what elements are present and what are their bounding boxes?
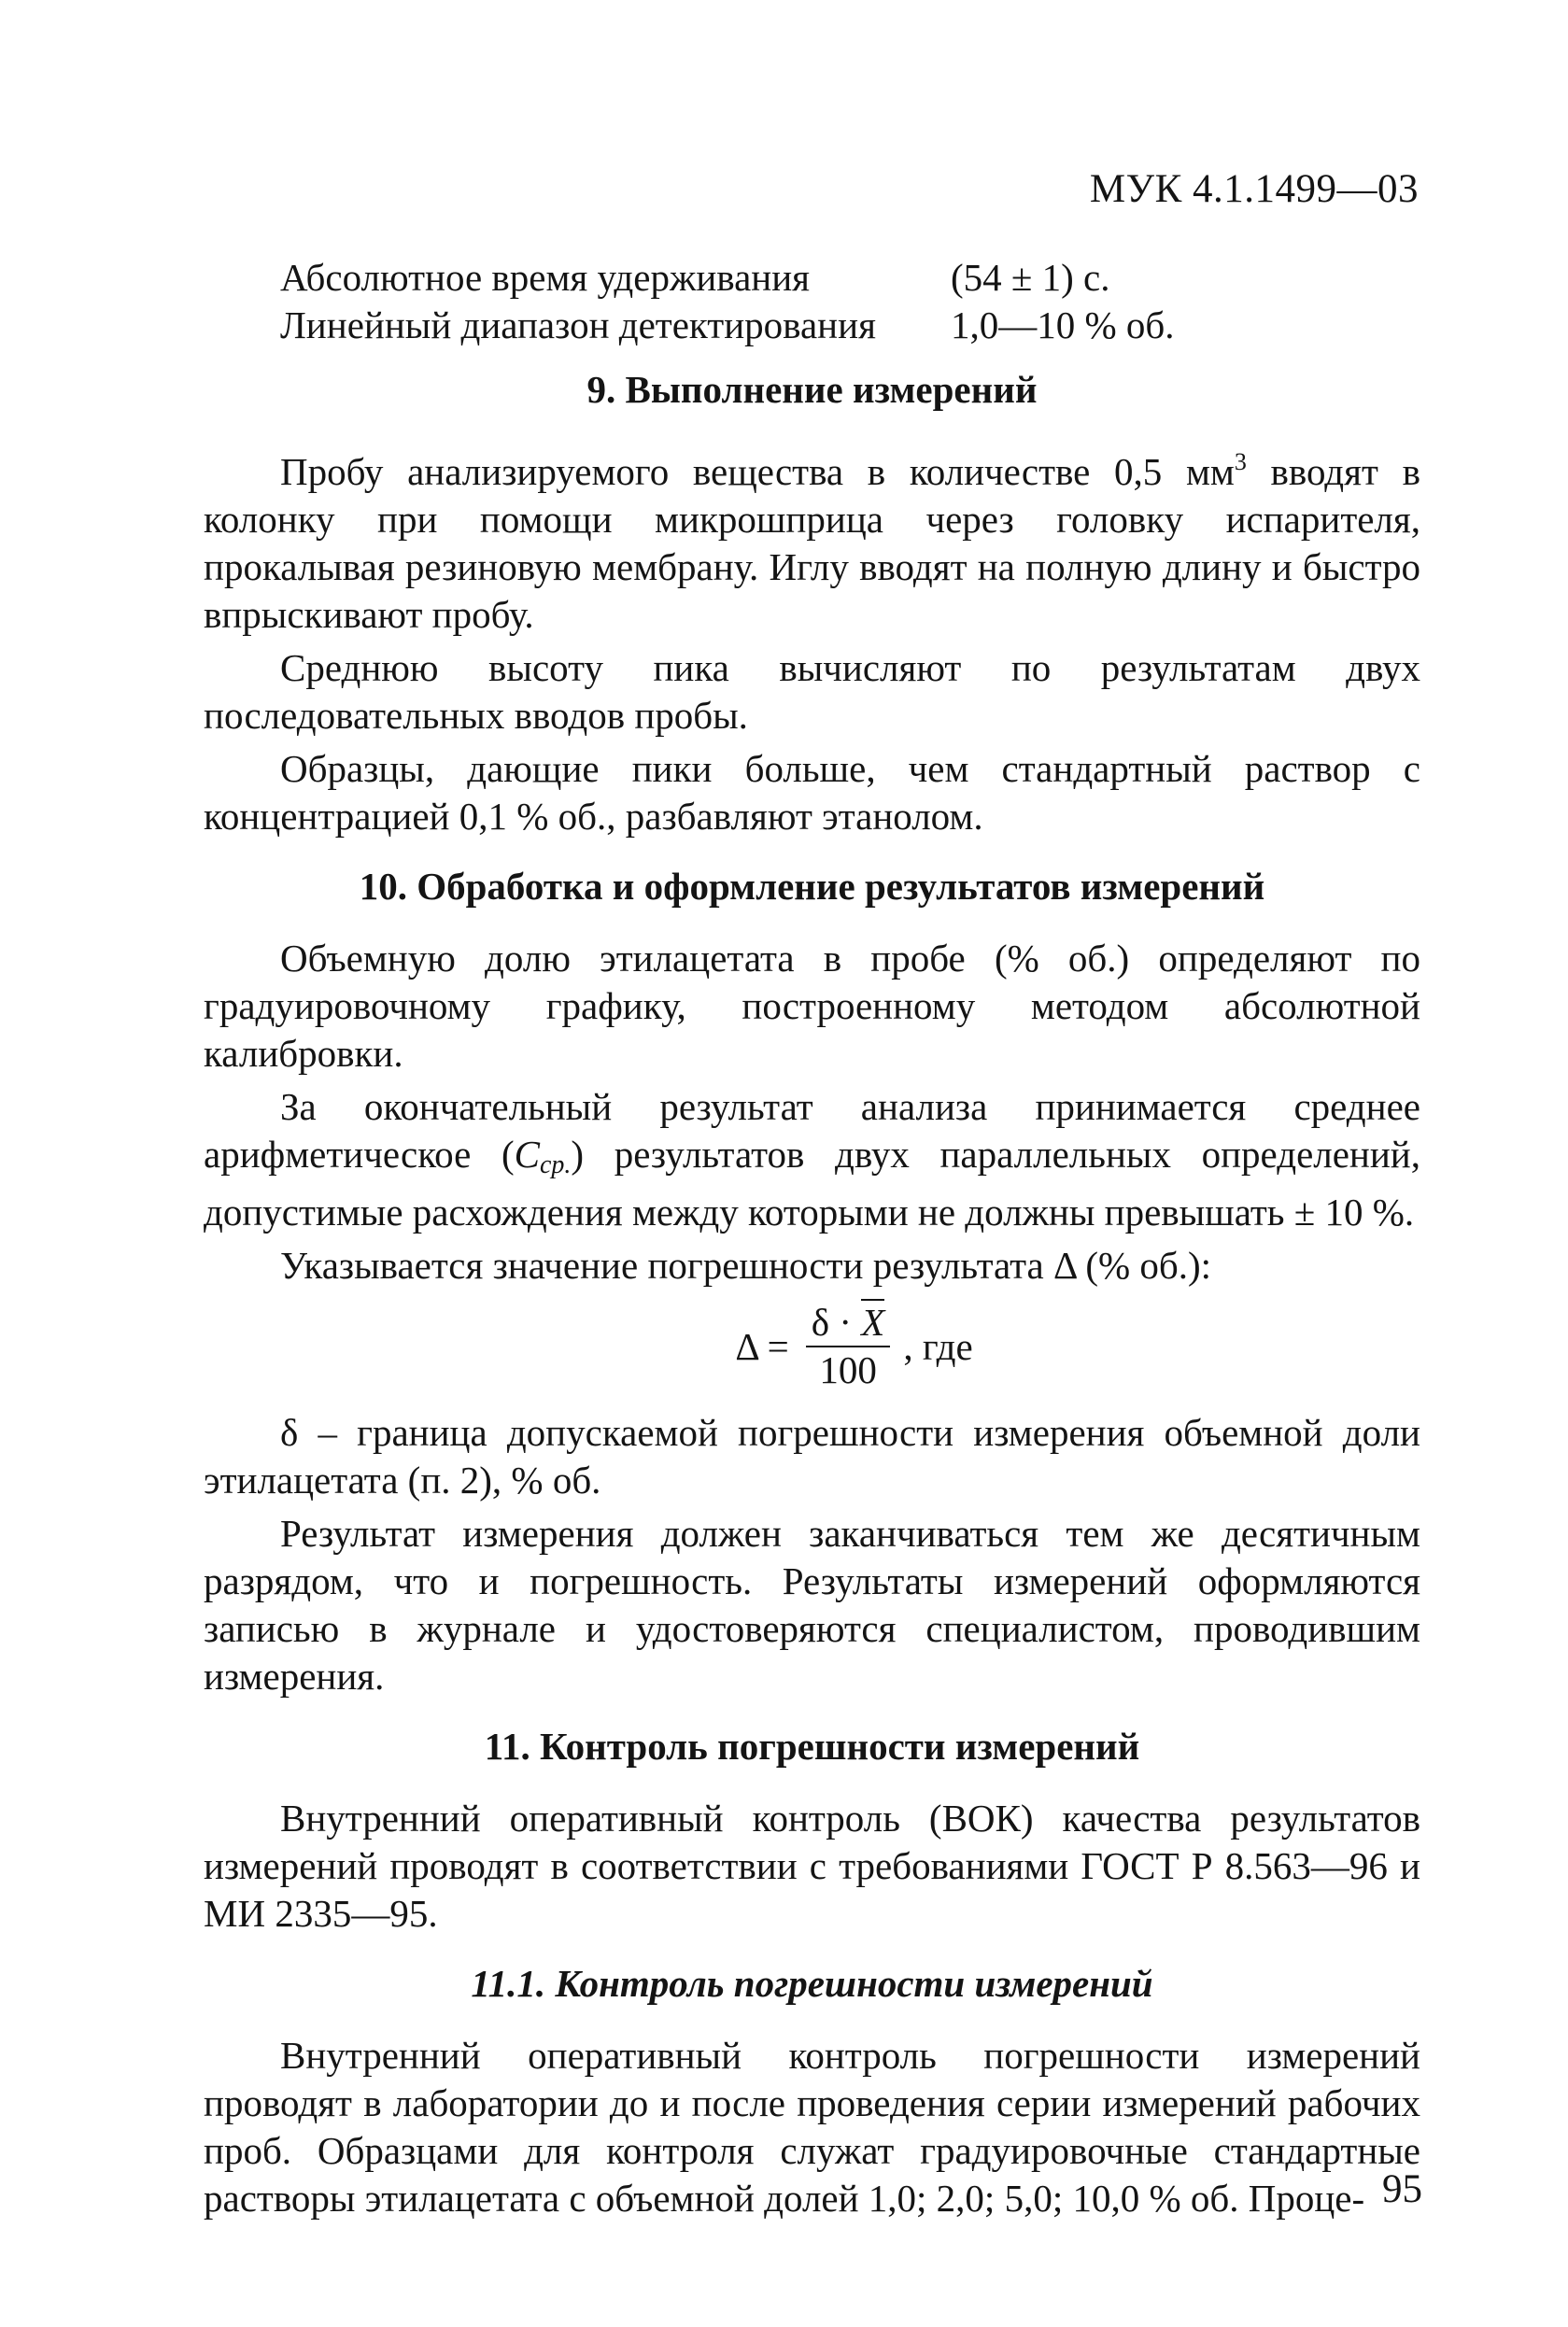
text-run: За окончательный результат анализа принимается среднее арифметическое ( bbox=[204, 1085, 1420, 1176]
param-label: Линейный диапазон детектирования bbox=[280, 303, 876, 346]
subscript: ср. bbox=[539, 1150, 572, 1179]
parameters-list bbox=[280, 254, 1420, 349]
section-11-1-paragraph-1: Внутренний оперативный контроль погрешности измерений проводят в лаборатории до и после проведения серии измерений рабочих проб. Образцами для контроля служат градуировочные стандартные растворы этилацетата с объемной долей 1,0; 2,0; 5,0; 10,0 % об. Проце- bbox=[204, 2034, 1420, 2220]
section-11-paragraph-1: Внутренний оперативный контроль (ВОК) качества результатов измерений проводят в соответствии с требованиями ГОСТ Р 8.563—96 и МИ 2335—95. bbox=[204, 1797, 1420, 1935]
section-9-title: 9. Выполнение измерений bbox=[586, 368, 1038, 411]
param-row-linear-range bbox=[280, 302, 1420, 349]
section-9-paragraph-2: Среднюю высоту пика вычисляют по результатам двух последовательных вводов пробы. bbox=[204, 646, 1420, 737]
text-run: ) результатов двух параллельных определений, допустимые расхождения между которыми не должны превышать ± 10 %. bbox=[204, 1133, 1420, 1234]
text-run: вводят в колонку при помощи микрошприца через головку испарителя, прокалывая резиновую мембрану. Иглу вводят на полную длину и быстро впрыскивают пробу. bbox=[204, 450, 1420, 636]
page-number: 95 bbox=[1382, 2167, 1422, 2211]
param-value: 1,0—10 % об. bbox=[951, 303, 1175, 346]
formula-lhs: Δ = bbox=[735, 1324, 789, 1368]
variable-c: C bbox=[514, 1133, 540, 1176]
param-row-retention-time bbox=[280, 254, 1420, 302]
formula-fraction bbox=[806, 1301, 891, 1392]
section-11-1-title: 11.1. Контроль погрешности измерений bbox=[471, 1962, 1153, 2005]
section-9-paragraph-3: Образцы, дающие пики больше, чем стандартный раствор с концентрацией 0,1 % об., разбавляют этанолом. bbox=[204, 747, 1420, 838]
section-10-title: 10. Обработка и оформление результатов измерений bbox=[359, 865, 1265, 908]
section-10-paragraph-5: Результат измерения должен заканчиваться тем же десятичным разрядом, что и погрешность. Результаты измерений оформляются записью в журнале и удостоверяются специалистом, проводившим измерения. bbox=[204, 1512, 1420, 1698]
section-11-title: 11. Контроль погрешности измерений bbox=[484, 1725, 1140, 1768]
section-9-paragraph-1 bbox=[204, 438, 1420, 639]
section-10-paragraph-3: Указывается значение погрешности результата Δ (% об.): bbox=[280, 1244, 1212, 1287]
formula-denominator: 100 bbox=[819, 1348, 877, 1391]
superscript: 3 bbox=[1234, 448, 1247, 475]
param-value: (54 ± 1) с. bbox=[951, 256, 1110, 299]
text-run: Пробу анализируемого вещества в количестве 0,5 мм bbox=[280, 450, 1235, 493]
page-content bbox=[204, 254, 1420, 2228]
numerator-x-mean: X bbox=[861, 1301, 885, 1344]
formula-numerator bbox=[806, 1301, 891, 1346]
numerator-delta: δ · bbox=[811, 1301, 853, 1344]
param-label: Абсолютное время удерживания bbox=[280, 256, 811, 299]
error-formula bbox=[288, 1297, 1420, 1396]
section-10-paragraph-2 bbox=[204, 1083, 1420, 1236]
section-10-paragraph-1: Объемную долю этилацетата в пробе (% об.) определяют по градуировочному графику, построенному методом абсолютной калибровки. bbox=[204, 937, 1420, 1075]
document-code-header: МУК 4.1.1499—03 bbox=[1089, 167, 1419, 211]
formula-tail: , где bbox=[903, 1324, 973, 1368]
section-10-paragraph-4: δ – граница допускаемой погрешности измерения объемной доли этилацетата (п. 2), % об. bbox=[204, 1411, 1420, 1502]
